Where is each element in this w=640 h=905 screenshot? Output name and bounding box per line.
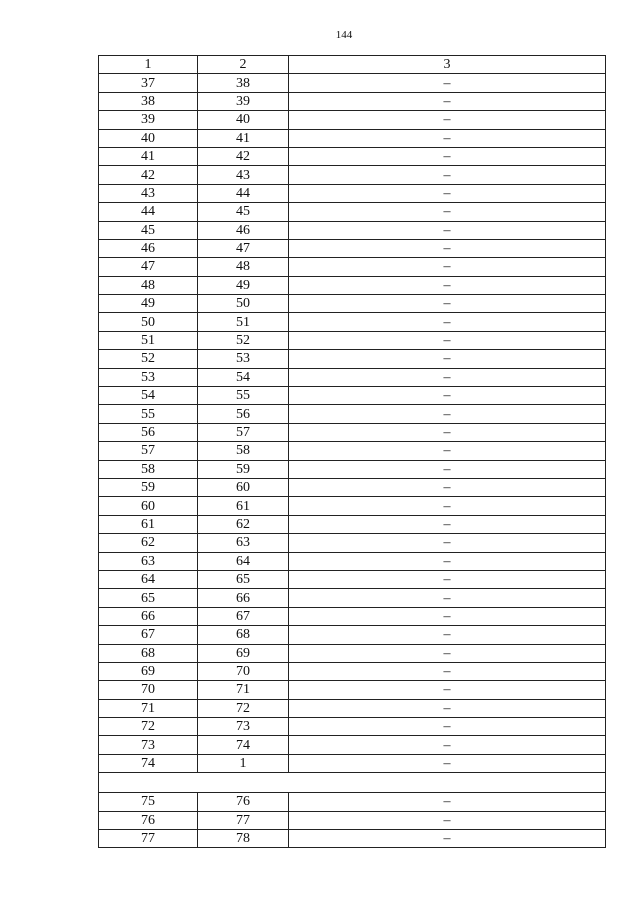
table-cell-col-3: – [289, 368, 606, 386]
table-cell-col-2: 45 [198, 203, 289, 221]
table-cell-col-1: 72 [99, 718, 198, 736]
table-gap-cell [99, 773, 606, 793]
table-row [99, 276, 606, 294]
column-header-3: 3 [289, 56, 606, 74]
table-cell-col-3: – [289, 811, 606, 829]
table-cell-col-2: 44 [198, 184, 289, 202]
table-cell-col-2: 53 [198, 350, 289, 368]
table-cell-col-1: 60 [99, 497, 198, 515]
table-row [99, 350, 606, 368]
table-row [99, 313, 606, 331]
table-row [99, 681, 606, 699]
table-row [99, 239, 606, 257]
table-cell-col-2: 59 [198, 460, 289, 478]
table-cell-col-1: 49 [99, 295, 198, 313]
table-cell-col-1: 75 [99, 793, 198, 811]
table-cell-col-1: 40 [99, 129, 198, 147]
table-cell-col-1: 56 [99, 423, 198, 441]
table-row [99, 221, 606, 239]
table-cell-col-1: 68 [99, 644, 198, 662]
table-cell-col-2: 52 [198, 331, 289, 349]
table-cell-col-1: 67 [99, 626, 198, 644]
table-cell-col-3: – [289, 423, 606, 441]
table-cell-col-3: – [289, 534, 606, 552]
table-row [99, 589, 606, 607]
table-cell-col-1: 77 [99, 830, 198, 848]
table-cell-col-2: 67 [198, 607, 289, 625]
table-cell-col-3: – [289, 295, 606, 313]
table-cell-col-3: – [289, 405, 606, 423]
table-cell-col-2: 61 [198, 497, 289, 515]
table-cell-col-1: 46 [99, 239, 198, 257]
table-cell-col-1: 55 [99, 405, 198, 423]
table-cell-col-1: 76 [99, 811, 198, 829]
table-cell-col-3: – [289, 699, 606, 717]
table-row [99, 699, 606, 717]
table-row [99, 811, 606, 829]
table-cell-col-1: 69 [99, 662, 198, 680]
table-cell-col-2: 57 [198, 423, 289, 441]
table-cell-col-3: – [289, 589, 606, 607]
table-cell-col-1: 54 [99, 387, 198, 405]
table-cell-col-1: 53 [99, 368, 198, 386]
table-cell-col-2: 60 [198, 478, 289, 496]
table-row [99, 111, 606, 129]
data-table [98, 55, 606, 848]
table-cell-col-3: – [289, 460, 606, 478]
table-cell-col-3: – [289, 552, 606, 570]
table-row [99, 129, 606, 147]
table-cell-col-1: 66 [99, 607, 198, 625]
table-cell-col-3: – [289, 515, 606, 533]
table-row [99, 387, 606, 405]
table-cell-col-1: 71 [99, 699, 198, 717]
table-cell-col-2: 48 [198, 258, 289, 276]
table-row [99, 184, 606, 202]
table-row [99, 644, 606, 662]
table-cell-col-2: 46 [198, 221, 289, 239]
column-header-1: 1 [99, 56, 198, 74]
table-cell-col-3: – [289, 74, 606, 92]
table-cell-col-3: – [289, 607, 606, 625]
table-cell-col-3: – [289, 258, 606, 276]
table-row [99, 736, 606, 754]
table-cell-col-2: 74 [198, 736, 289, 754]
table-cell-col-2: 50 [198, 295, 289, 313]
table-row [99, 295, 606, 313]
table-cell-col-3: – [289, 276, 606, 294]
table-cell-col-3: – [289, 497, 606, 515]
table-cell-col-3: – [289, 313, 606, 331]
table-cell-col-2: 62 [198, 515, 289, 533]
table-cell-col-3: – [289, 184, 606, 202]
table-cell-col-2: 70 [198, 662, 289, 680]
table-row [99, 534, 606, 552]
table-cell-col-1: 45 [99, 221, 198, 239]
table-row [99, 552, 606, 570]
table-row [99, 203, 606, 221]
table-cell-col-1: 59 [99, 478, 198, 496]
table-cell-col-2: 42 [198, 147, 289, 165]
table-cell-col-2: 68 [198, 626, 289, 644]
table-cell-col-1: 65 [99, 589, 198, 607]
table-cell-col-1: 51 [99, 331, 198, 349]
table-cell-col-2: 1 [198, 754, 289, 772]
table-cell-col-1: 44 [99, 203, 198, 221]
table-cell-col-2: 64 [198, 552, 289, 570]
table-cell-col-3: – [289, 221, 606, 239]
table-cell-col-1: 41 [99, 147, 198, 165]
table-row [99, 662, 606, 680]
table-row [99, 258, 606, 276]
table-row [99, 607, 606, 625]
table-cell-col-1: 62 [99, 534, 198, 552]
table-row [99, 793, 606, 811]
table-cell-col-2: 40 [198, 111, 289, 129]
table-cell-col-2: 76 [198, 793, 289, 811]
table-cell-col-2: 71 [198, 681, 289, 699]
table-cell-col-1: 43 [99, 184, 198, 202]
table-gap-row [99, 773, 606, 793]
table-cell-col-3: – [289, 754, 606, 772]
table-row [99, 405, 606, 423]
table-row [99, 478, 606, 496]
table-row [99, 147, 606, 165]
table-cell-col-1: 61 [99, 515, 198, 533]
table-cell-col-3: – [289, 718, 606, 736]
table-cell-col-1: 70 [99, 681, 198, 699]
table-cell-col-1: 48 [99, 276, 198, 294]
table-cell-col-2: 55 [198, 387, 289, 405]
table-cell-col-2: 39 [198, 92, 289, 110]
table-cell-col-1: 73 [99, 736, 198, 754]
table-cell-col-1: 47 [99, 258, 198, 276]
table-cell-col-2: 78 [198, 830, 289, 848]
table-cell-col-2: 38 [198, 74, 289, 92]
table-row [99, 718, 606, 736]
table-cell-col-3: – [289, 129, 606, 147]
table-cell-col-1: 74 [99, 754, 198, 772]
table-row [99, 166, 606, 184]
table-cell-col-2: 73 [198, 718, 289, 736]
table-cell-col-3: – [289, 147, 606, 165]
table-cell-col-2: 63 [198, 534, 289, 552]
table-cell-col-3: – [289, 331, 606, 349]
table-cell-col-3: – [289, 830, 606, 848]
table-cell-col-3: – [289, 570, 606, 588]
table-cell-col-2: 49 [198, 276, 289, 294]
table-row [99, 830, 606, 848]
table-cell-col-1: 50 [99, 313, 198, 331]
column-header-2: 2 [198, 56, 289, 74]
table-cell-col-2: 47 [198, 239, 289, 257]
table-cell-col-1: 38 [99, 92, 198, 110]
table-row [99, 331, 606, 349]
table-row [99, 754, 606, 772]
table-cell-col-3: – [289, 681, 606, 699]
table-cell-col-3: – [289, 239, 606, 257]
table-cell-col-2: 65 [198, 570, 289, 588]
table-row [99, 92, 606, 110]
table-cell-col-2: 56 [198, 405, 289, 423]
table-cell-col-2: 51 [198, 313, 289, 331]
page-number: 144 [335, 29, 353, 41]
table-row [99, 368, 606, 386]
table-cell-col-3: – [289, 442, 606, 460]
table-cell-col-2: 66 [198, 589, 289, 607]
table-cell-col-3: – [289, 350, 606, 368]
table-cell-col-1: 57 [99, 442, 198, 460]
table-cell-col-1: 37 [99, 74, 198, 92]
table-cell-col-2: 69 [198, 644, 289, 662]
table-cell-col-2: 43 [198, 166, 289, 184]
table-cell-col-1: 39 [99, 111, 198, 129]
table-row [99, 423, 606, 441]
table-cell-col-1: 42 [99, 166, 198, 184]
table-body [99, 56, 606, 848]
table-cell-col-3: – [289, 644, 606, 662]
table-cell-col-3: – [289, 626, 606, 644]
table-cell-col-3: – [289, 793, 606, 811]
table-row [99, 515, 606, 533]
table-cell-col-3: – [289, 662, 606, 680]
table-row [99, 460, 606, 478]
table-row [99, 74, 606, 92]
table-header-row [99, 56, 606, 74]
table-cell-col-3: – [289, 478, 606, 496]
table-cell-col-2: 58 [198, 442, 289, 460]
table-cell-col-3: – [289, 736, 606, 754]
table-row [99, 570, 606, 588]
table-cell-col-3: – [289, 166, 606, 184]
table-cell-col-3: – [289, 111, 606, 129]
table-cell-col-2: 77 [198, 811, 289, 829]
table-cell-col-1: 64 [99, 570, 198, 588]
table-row [99, 497, 606, 515]
table-cell-col-2: 41 [198, 129, 289, 147]
table-cell-col-3: – [289, 203, 606, 221]
table-cell-col-2: 54 [198, 368, 289, 386]
table-cell-col-1: 63 [99, 552, 198, 570]
table-row [99, 442, 606, 460]
table-cell-col-1: 52 [99, 350, 198, 368]
table-row [99, 626, 606, 644]
table-cell-col-3: – [289, 387, 606, 405]
table-cell-col-1: 58 [99, 460, 198, 478]
table-cell-col-3: – [289, 92, 606, 110]
table-cell-col-2: 72 [198, 699, 289, 717]
